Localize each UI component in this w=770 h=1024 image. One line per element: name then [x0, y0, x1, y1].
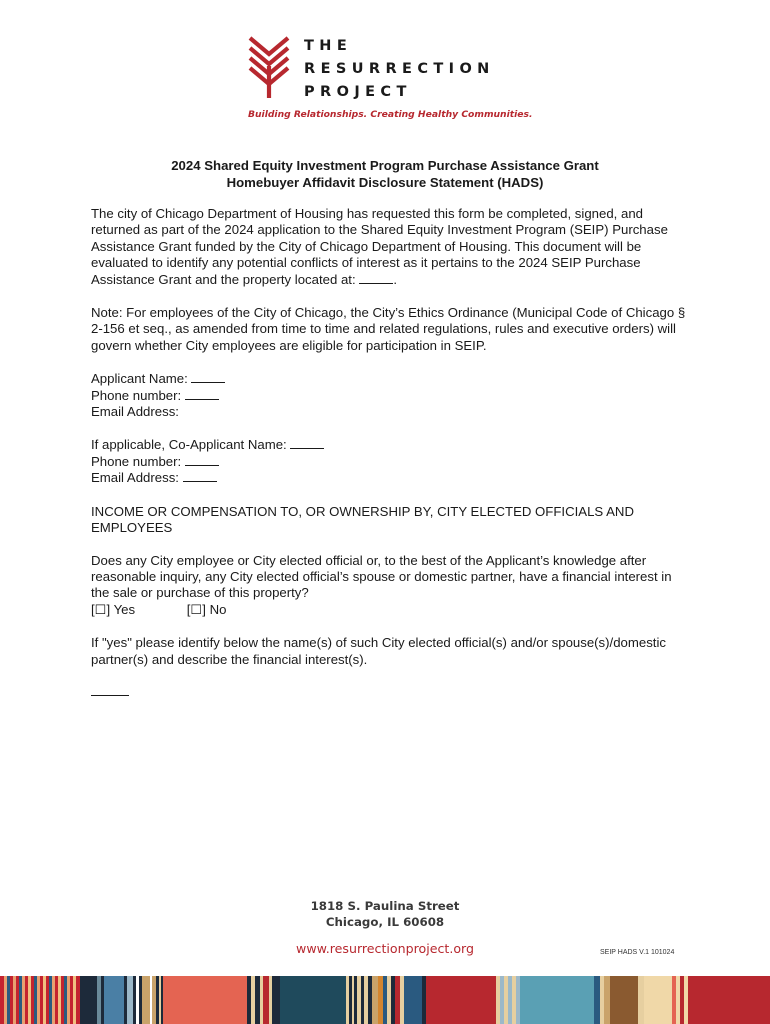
applicant-email-label: Email Address:: [91, 404, 179, 420]
intro-end: .: [393, 271, 397, 287]
website-link[interactable]: www.resurrectionproject.org: [296, 941, 474, 956]
document-title: [0, 157, 770, 191]
yes-checkbox[interactable]: [☐] Yes: [91, 601, 136, 617]
applicant-phone-label: Phone number:: [91, 387, 182, 403]
title-line-2: Homebuyer Affidavit Disclosure Statement (HADS): [226, 175, 544, 190]
followup-paragraph: If "yes" please identify below the name(s) of such City elected official(s) and/or spouse(s)/domestic partner(s) and describe the financial interest(s).: [91, 635, 666, 667]
logo-line-the: THE: [304, 38, 353, 54]
tagline: Building Relationships. Creating Healthy Communities.: [248, 109, 533, 120]
coapplicant-email-label: Email Address:: [91, 470, 179, 486]
decorative-stripe-band: [0, 976, 770, 1024]
logo-line-project: PROJECT: [304, 84, 412, 100]
question-paragraph: Does any City employee or City elected official or, to the best of the Applicant’s knowledge after reasonable inquiry, any City elected official’s spouse or domestic partner, have a financial interest in the sale or purchase of this property?: [91, 552, 672, 601]
applicant-name-label: Applicant Name:: [91, 371, 188, 387]
property-address-field[interactable]: [359, 272, 393, 284]
coapplicant-email-field[interactable]: [183, 470, 217, 482]
intro-paragraph: [91, 206, 691, 288]
document-body: [91, 206, 691, 668]
section-heading: INCOME OR COMPENSATION TO, OR OWNERSHIP BY, CITY ELECTED OFFICIALS AND EMPLOYEES: [91, 503, 634, 536]
footer-address: [0, 899, 770, 930]
logo-line-resurrection: RESURRECTION: [304, 61, 495, 77]
coapplicant-name-field[interactable]: [290, 437, 324, 449]
applicant-name-field[interactable]: [191, 371, 225, 383]
coapplicant-name-label: If applicable, Co-Applicant Name:: [91, 437, 287, 453]
address-line-2: Chicago, IL 60608: [325, 914, 445, 929]
coapplicant-phone-field[interactable]: [185, 454, 219, 466]
applicant-phone-field[interactable]: [185, 388, 219, 400]
coapplicant-block: [91, 437, 691, 486]
applicant-block: [91, 371, 691, 420]
intro-text: The city of Chicago Department of Housing has requested this form be completed, signed, and returned as part of the 2024 application to the Shared Equity Investment Program (SEIP) Purchase Assistance Grant funded by the City of Chicago Department of Housing. This document will be evaluated to identify any potential conflicts of interest as it pertains to the 2024 SEIP Purchase Assistance Grant and the property located at:: [91, 206, 668, 287]
note-paragraph: Note: For employees of the City of Chicago, the City’s Ethics Ordinance (Municipal Code of Chicago § 2-156 et seq., as amended from time to time and related regulations, rules and executive orders) will govern whether City employees are eligible for participation in SEIP.: [91, 305, 686, 353]
no-checkbox[interactable]: [☐] No: [186, 601, 227, 617]
address-line-1: 1818 S. Paulina Street: [310, 899, 460, 913]
answer-options: [91, 602, 691, 618]
coapplicant-phone-label: Phone number:: [91, 453, 182, 469]
logo-wordmark: [304, 35, 495, 104]
version-label: SEIP HADS V.1 101024: [600, 949, 675, 956]
official-details-field[interactable]: [91, 695, 129, 696]
title-line-1: 2024 Shared Equity Investment Program Purchase Assistance Grant: [171, 158, 599, 173]
logo-wheat-icon: [247, 36, 291, 98]
